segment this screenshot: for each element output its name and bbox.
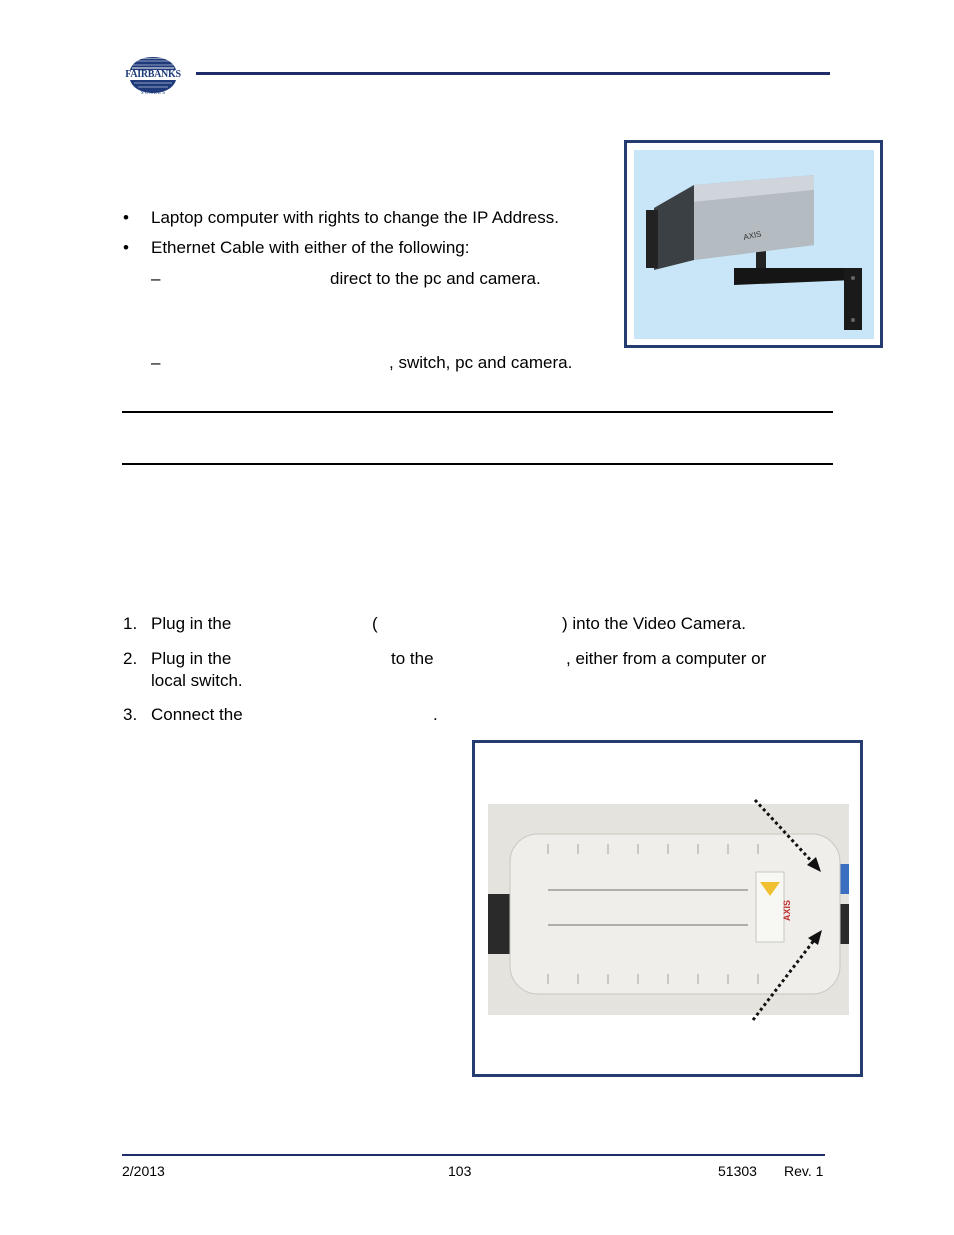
svg-text:AXIS: AXIS — [782, 899, 792, 921]
section-rule-top — [122, 411, 833, 413]
section-rule-bottom — [122, 463, 833, 465]
bullet-marker: • — [123, 208, 129, 227]
footer-doc-number: 51303 — [718, 1163, 757, 1179]
bullet-laptop: Laptop computer with rights to change the IP Address. — [151, 208, 559, 227]
footer-date: 2/2013 — [122, 1163, 165, 1179]
step-text-continued: local switch. — [151, 671, 243, 690]
subitem-switch: , switch, pc and camera. — [389, 353, 573, 372]
step-number: 3. — [123, 705, 138, 724]
footer-revision: Rev. 1 — [784, 1163, 824, 1179]
subitem-direct: direct to the pc and camera. — [330, 269, 541, 288]
subitem-dash: – — [151, 353, 161, 372]
step-text: Connect the — [151, 705, 243, 724]
step-number: 2. — [123, 649, 138, 668]
dotted-arrows-icon — [475, 743, 860, 1074]
step-text: to the — [391, 649, 434, 668]
bullet-ethernet: Ethernet Cable with either of the following: — [151, 238, 470, 257]
step-number: 1. — [123, 614, 138, 633]
camera-photo-frame — [624, 140, 883, 348]
step-text: ) into the Video Camera. — [562, 614, 746, 633]
header-rule — [196, 72, 830, 75]
fairbanks-logo — [122, 55, 184, 99]
footer-page-number: 103 — [448, 1163, 472, 1179]
step-text: Plug in the — [151, 614, 232, 633]
step-text: ( — [372, 614, 378, 633]
logo-subtext: S C A L E S — [140, 91, 166, 96]
injector-photo-frame — [472, 740, 863, 1077]
bullet-marker: • — [123, 238, 129, 257]
camera-photo — [634, 150, 874, 339]
step-text: Plug in the — [151, 649, 232, 668]
footer-rule — [122, 1154, 825, 1156]
step-text: , either from a computer or — [566, 649, 767, 668]
step-text: . — [433, 705, 438, 724]
subitem-dash: – — [151, 269, 161, 288]
svg-text:AXIS: AXIS — [742, 229, 763, 242]
camera-housing-icon — [634, 150, 874, 339]
logo-text: FAIRBANKS — [125, 69, 181, 80]
